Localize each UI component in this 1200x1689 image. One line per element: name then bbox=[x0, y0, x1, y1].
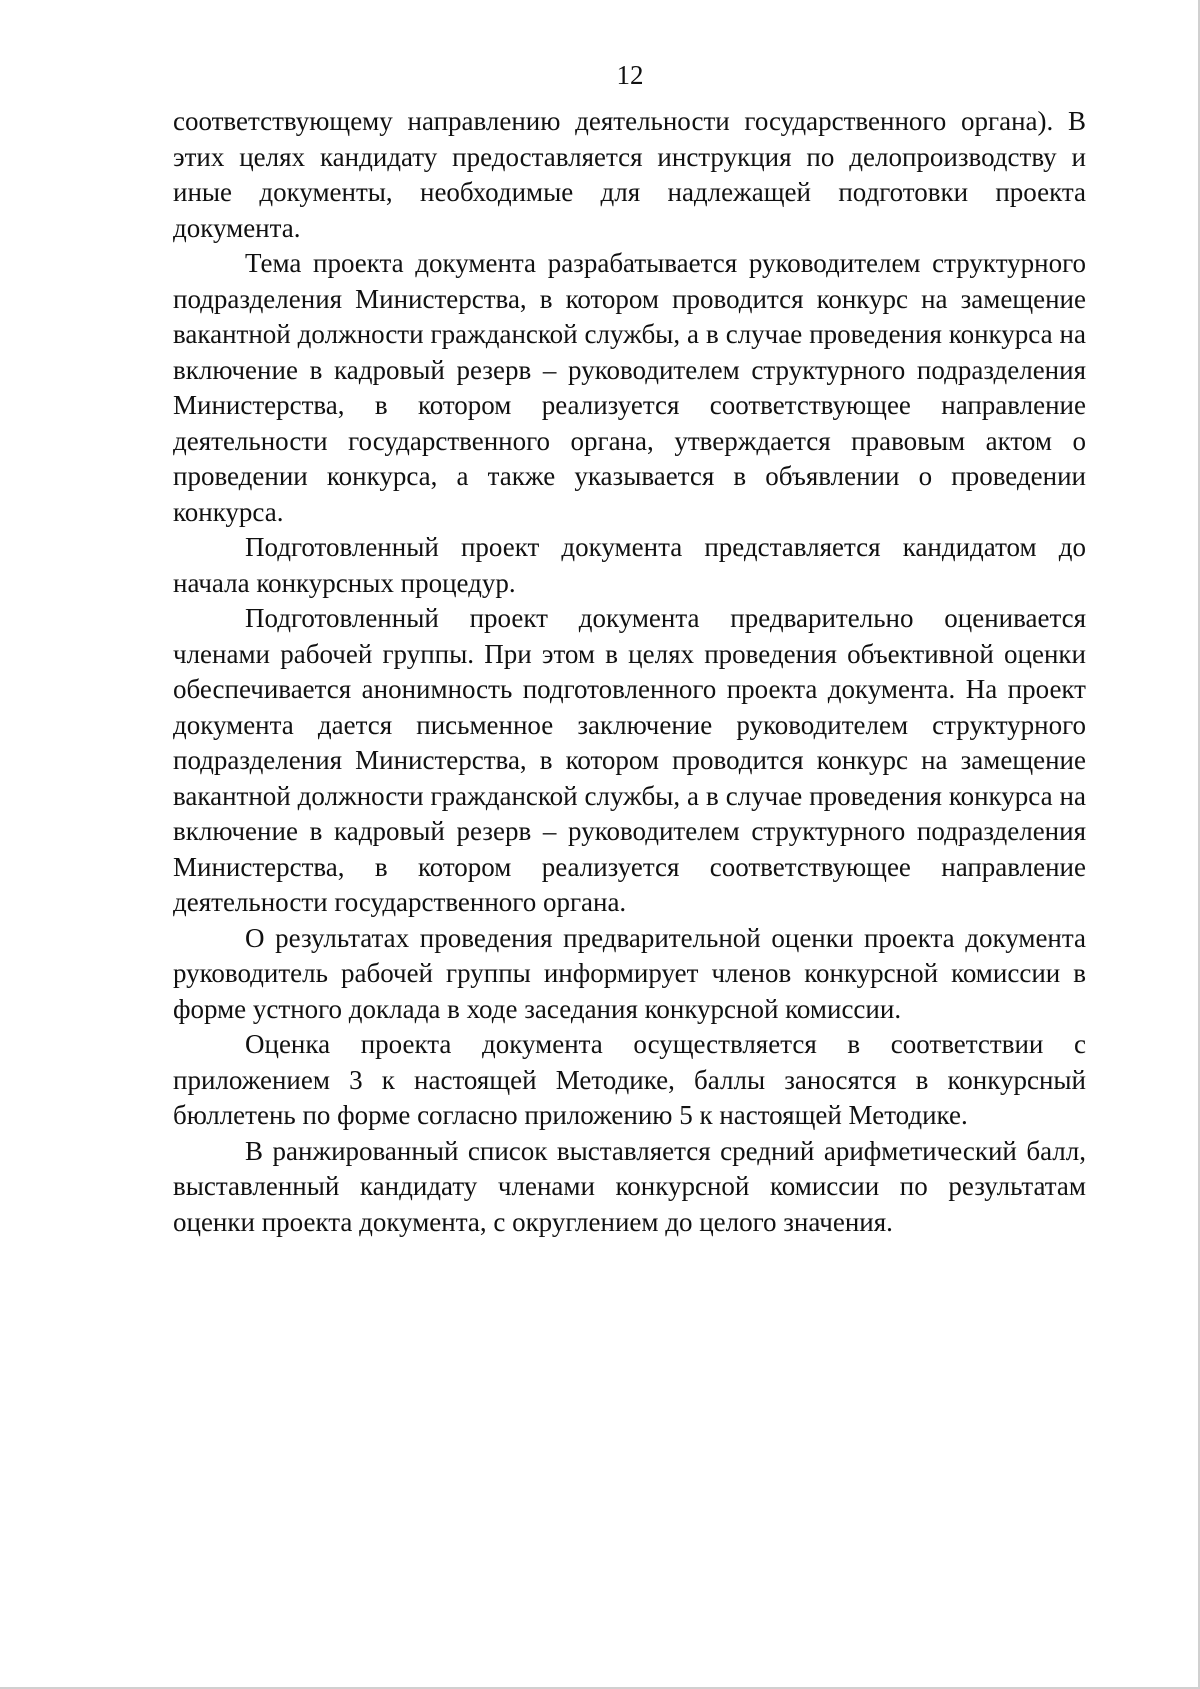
paragraph-3: Подготовленный проект документа представляется кандидатом до начала конкурсных процедур. bbox=[173, 532, 1086, 598]
paragraph-5: О результатах проведения предварительной оценки проекта документа руководитель рабочей группы информирует членов конкурсной комиссии в форме устного доклада в ходе заседания конкурсной комиссии. bbox=[173, 922, 1086, 1024]
paragraph-2: Тема проекта документа разрабатывается руководителем структурного подразделения Министерства, в котором проводится конкурс на замещение вакантной должности гражданской службы, а в случае проведения конкурса на включение в кадровый резерв – руководителем структурного подразделения Министерства, в котором реализуется соответствующее направление деятельности государственного органа, утверждается правовым актом о проведении конкурса, а также указывается в объявлении о проведении конкурса. bbox=[173, 248, 1086, 527]
paragraph-7: В ранжированный список выставляется средний арифметический балл, выставленный кандидату членами конкурсной комиссии по результатам оценки проекта документа, с округлением до целого значения. bbox=[173, 1135, 1086, 1237]
page-number: 12 bbox=[616, 60, 644, 90]
document-body bbox=[173, 104, 1086, 1240]
paragraph-6: Оценка проекта документа осуществляется в соответствии с приложением 3 к настоящей Методике, баллы заносятся в конкурсный бюллетень по форме согласно приложению 5 к настоящей Методике. bbox=[173, 1029, 1086, 1130]
paragraph-4: Подготовленный проект документа предварительно оценивается членами рабочей группы. При этом в целях проведения объективной оценки обеспечивается анонимность подготовленного проекта документа. На проект документа дается письменное заключение руководителем структурного подразделения Министерства, в котором проводится конкурс на замещение вакантной должности гражданской службы, а в случае проведения конкурса на включение в кадровый резерв – руководителем структурного подразделения Министерства, в котором реализуется соответствующее направление деятельности государственного органа. bbox=[173, 603, 1086, 917]
paragraph-1: соответствующему направлению деятельности государственного органа). В этих целях кандидату предоставляется инструкция по делопроизводству и иные документы, необходимые для надлежащей подготовки проекта документа. bbox=[173, 106, 1086, 243]
